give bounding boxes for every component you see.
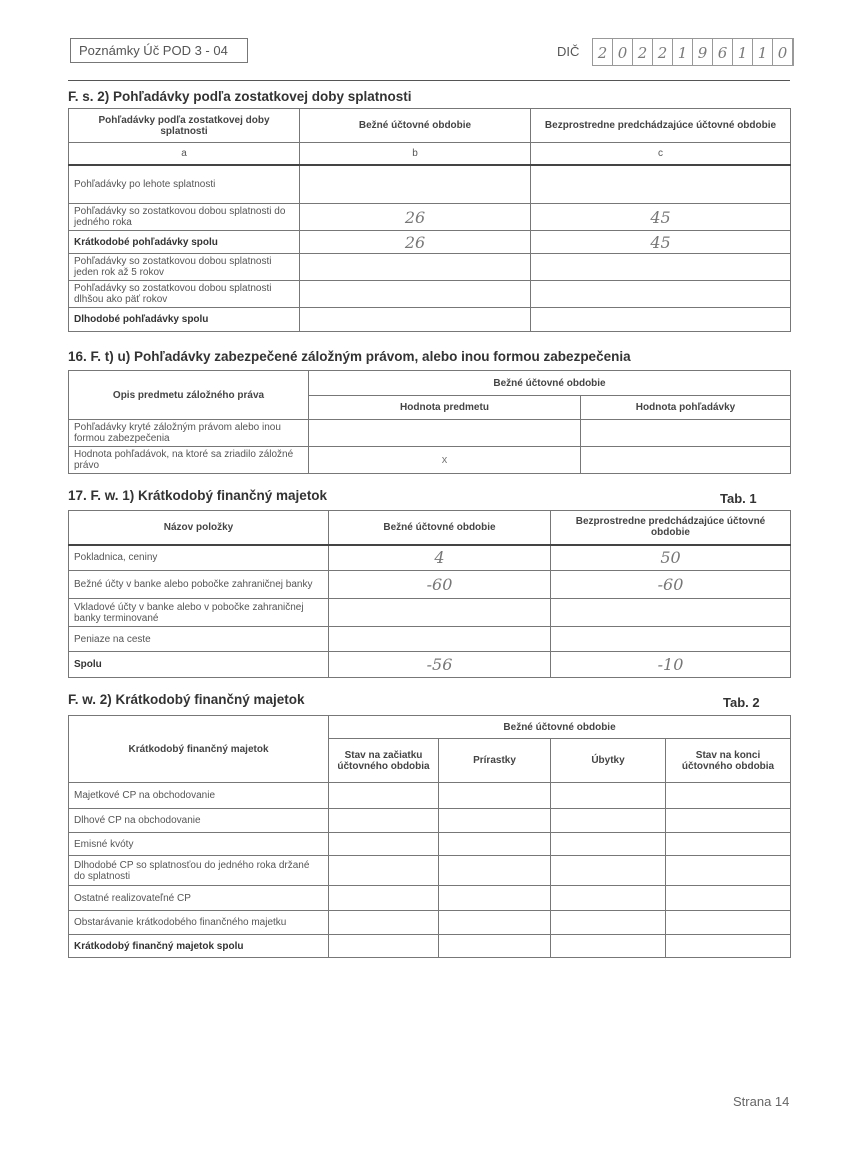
table-row [69,886,791,911]
divider [68,80,790,81]
value-cell: -56 [329,652,551,678]
row-label: Emisné kvóty [69,833,329,856]
col-letter: c [531,143,791,165]
row-label: Spolu [69,652,329,678]
table-row [69,599,791,627]
col-header: Stav na začiatku účtovného obdobia [329,739,439,783]
row-label: Krátkodobé pohľadávky spolu [69,231,300,254]
table-row [69,165,791,204]
empty-cell [329,911,439,935]
empty-cell [551,809,666,833]
dic-digit: 9 [693,39,713,65]
dic-digit: 0 [773,39,793,65]
value-cell: 26 [300,231,531,254]
empty-cell [551,886,666,911]
table-row [69,652,791,678]
row-label: Bežné účty v banke alebo pobočke zahraničnej banky [69,571,329,599]
value-cell [531,254,791,281]
empty-cell [551,911,666,935]
empty-cell [666,783,791,809]
col-header: Bezprostredne predchádzajúce účtovné obdobie [551,511,791,545]
value-cell: 26 [300,204,531,231]
value-cell [300,254,531,281]
row-label: Ostatné realizovateľné CP [69,886,329,911]
row-label: Pohľadávky so zostatkovou dobou splatnosti jeden rok až 5 rokov [69,254,300,281]
value-cell [551,599,791,627]
row-label: Dlhové CP na obchodovanie [69,809,329,833]
col-header: Krátkodobý finančný majetok [69,716,329,783]
table-short-term-financial-assets [68,510,791,678]
empty-cell [329,886,439,911]
row-label: Hodnota pohľadávok, na ktoré sa zriadilo záložné právo [69,447,309,474]
dic-digit: 2 [593,39,613,65]
table-row [69,809,791,833]
dic-digit: 6 [713,39,733,65]
section-title-w2: F. w. 2) Krátkodobý finančný majetok [68,692,305,707]
empty-cell [666,911,791,935]
col-header: Hodnota pohľadávky [581,396,791,420]
dic-boxes [592,38,794,66]
value-cell: 4 [329,545,551,571]
col-header: Pohľadávky podľa zostatkovej doby splatnosti [69,109,300,143]
value-cell [531,165,791,204]
value-cell [300,308,531,332]
col-letter: a [69,143,300,165]
table-receivables-maturity [68,108,791,332]
value-cell [531,308,791,332]
empty-cell [551,935,666,958]
empty-cell [439,783,551,809]
col-header: Bezprostredne predchádzajúce účtovné obdobie [531,109,791,143]
row-label: Pohľadávky kryté záložným právom alebo inou formou zabezpečenia [69,420,309,447]
form-label: Poznámky Úč POD 3 - 04 [70,38,248,63]
row-label: Vkladové účty v banke alebo v pobočke zahraničnej banky terminované [69,599,329,627]
table-row [69,254,791,281]
table-financial-assets-movement [68,715,791,958]
table-row [69,911,791,935]
value-cell [531,281,791,308]
empty-cell [551,856,666,886]
table-row [69,281,791,308]
row-label: Obstarávanie krátkodobého finančného majetku [69,911,329,935]
value-cell [329,599,551,627]
empty-cell [551,833,666,856]
table-row [69,935,791,958]
row-label: Pohľadávky po lehote splatnosti [69,165,300,204]
value-cell [300,165,531,204]
table-row [69,833,791,856]
table-row [69,308,791,332]
value-cell: -60 [551,571,791,599]
col-header: Názov položky [69,511,329,545]
col-header: Prírastky [439,739,551,783]
empty-cell [666,856,791,886]
tab-label: Tab. 2 [723,695,760,710]
empty-cell [666,886,791,911]
table-row [69,204,791,231]
value-cell [309,420,581,447]
table-row [69,571,791,599]
value-cell [551,627,791,652]
col-header: Stav na konci účtovného obdobia [666,739,791,783]
empty-cell [439,911,551,935]
value-cell: 50 [551,545,791,571]
table-row [69,627,791,652]
empty-cell [329,783,439,809]
empty-cell [439,935,551,958]
row-label: Dlhodobé pohľadávky spolu [69,308,300,332]
table-row [69,231,791,254]
tab-label: Tab. 1 [720,491,757,506]
empty-cell [439,833,551,856]
empty-cell [439,809,551,833]
empty-cell [551,783,666,809]
empty-cell [666,809,791,833]
col-header: Bežné účtovné obdobie [300,109,531,143]
col-group-header: Bežné účtovné obdobie [309,371,791,396]
table-row [69,856,791,886]
row-label: Pohľadávky so zostatkovou dobou splatnosti dlhšou ako päť rokov [69,281,300,308]
dic-label: DIČ [557,44,580,59]
dic-digit: 1 [753,39,773,65]
col-header: Hodnota predmetu [309,396,581,420]
row-label: Pohľadávky so zostatkovou dobou splatnosti do jedného roka [69,204,300,231]
empty-cell [439,886,551,911]
dic-digit: 1 [673,39,693,65]
value-cell [581,447,791,474]
row-label: Krátkodobý finančný majetok spolu [69,935,329,958]
value-cell: 45 [531,231,791,254]
col-letter: b [300,143,531,165]
table-row [69,545,791,571]
empty-cell [666,935,791,958]
dic-digit: 2 [653,39,673,65]
section-title-w1: 17. F. w. 1) Krátkodobý finančný majetok [68,488,328,503]
empty-cell [329,833,439,856]
table-secured-receivables [68,370,791,474]
value-cell [300,281,531,308]
value-cell [581,420,791,447]
section-title-16: 16. F. t) u) Pohľadávky zabezpečené záložným právom, alebo inou formou zabezpečenia [68,349,631,364]
dic-digit: 1 [733,39,753,65]
empty-cell [439,856,551,886]
dic-digit: 2 [633,39,653,65]
empty-cell [666,833,791,856]
empty-cell [329,935,439,958]
section-title-s2: F. s. 2) Pohľadávky podľa zostatkovej doby splatnosti [68,89,412,104]
dic-digit: 0 [613,39,633,65]
col-group-header: Bežné účtovné obdobie [329,716,791,739]
row-label: Dlhodobé CP so splatnosťou do jedného roka držané do splatnosti [69,856,329,886]
row-label: Pokladnica, ceniny [69,545,329,571]
value-cell [329,627,551,652]
table-row [69,783,791,809]
row-label: Peniaze na ceste [69,627,329,652]
page-number: Strana 14 [733,1094,790,1109]
empty-cell [329,856,439,886]
value-cell: -60 [329,571,551,599]
value-cell: x [309,447,581,474]
col-header: Opis predmetu záložného práva [69,371,309,420]
value-cell: 45 [531,204,791,231]
col-header: Bežné účtovné obdobie [329,511,551,545]
row-label: Majetkové CP na obchodovanie [69,783,329,809]
table-row [69,420,791,447]
col-header: Úbytky [551,739,666,783]
value-cell: -10 [551,652,791,678]
empty-cell [329,809,439,833]
table-row [69,447,791,474]
